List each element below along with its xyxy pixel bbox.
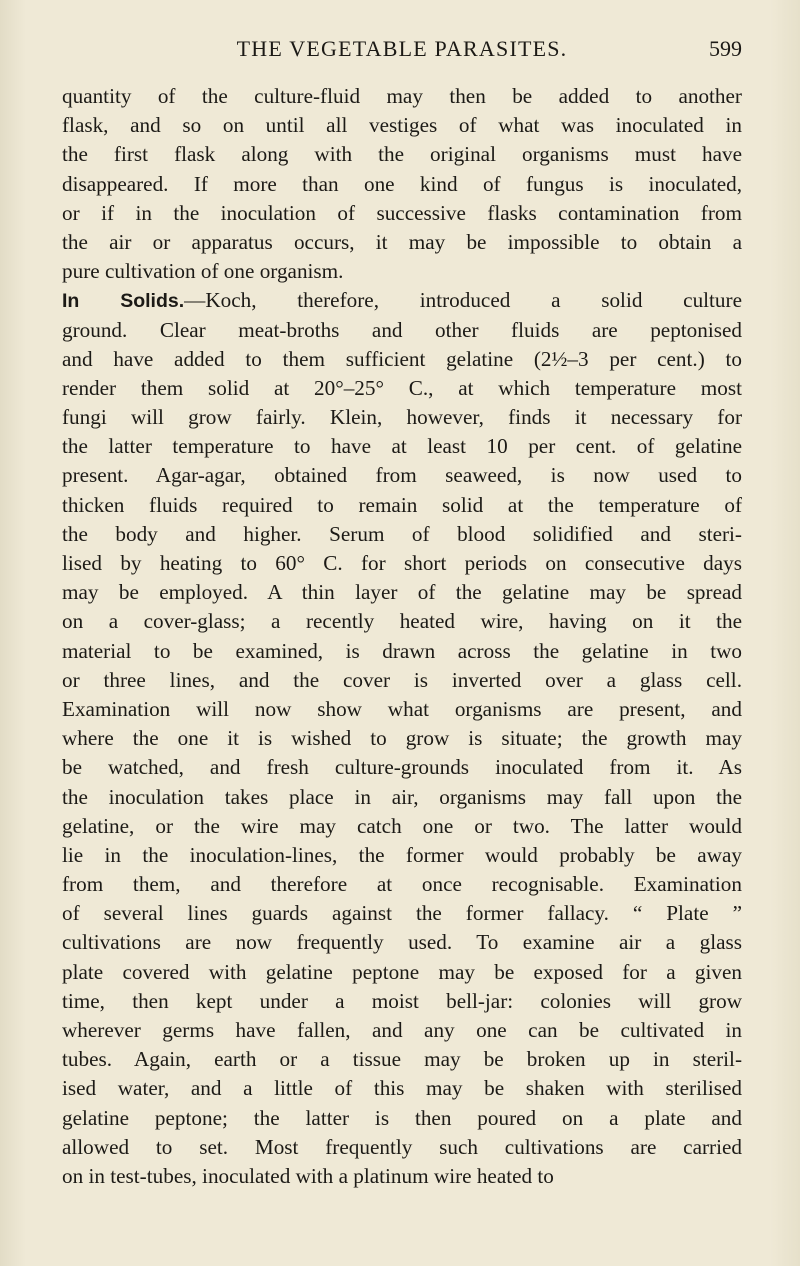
text-line: or three lines, and the cover is inverted over a glass cell. (62, 667, 742, 692)
text-line: thicken fluids required to remain solid at the temperature of (62, 492, 742, 517)
text-fragment: —Koch, therefore, introduced a solid culture (184, 288, 742, 313)
text-line: the latter temperature to have at least 10 per cent. of gelatine (62, 434, 742, 459)
text-line: gelatine peptone; the latter is then poured on a plate and (62, 1105, 742, 1130)
paragraph-first-line (62, 286, 742, 315)
text-line: on a cover-glass; a recently heated wire, having on it the (62, 609, 742, 634)
text-line: where the one it is wished to grow is situate; the growth may (62, 726, 742, 751)
body-text (62, 82, 742, 1191)
text-line: Examination will now show what organisms are present, and (62, 696, 742, 721)
page-header (62, 36, 742, 66)
text-line: be watched, and fresh culture-grounds inoculated from it. As (62, 755, 742, 780)
text-line: ground. Clear meat-broths and other fluids are peptonised (62, 317, 742, 342)
text-line: fungi will grow fairly. Klein, however, finds it necessary for (62, 405, 742, 430)
text-line: ised water, and a little of this may be shaken with sterilised (62, 1076, 742, 1101)
page-number: 599 (709, 36, 742, 61)
text-line: or if in the inoculation of successive flasks contamination from (62, 200, 742, 225)
text-line: cultivations are now frequently used. To examine air a glass (62, 930, 742, 955)
text-line: the first flask along with the original organisms must have (62, 142, 742, 167)
text-line: on in test-tubes, inoculated with a platinum wire heated to (62, 1163, 554, 1188)
text-line: quantity of the culture-fluid may then be added to another (62, 84, 742, 108)
text-line: and have added to them sufficient gelatine (2½–3 per cent.) to (62, 346, 742, 371)
text-line: tubes. Again, earth or a tissue may be broken up in steril- (62, 1047, 742, 1072)
section-run-in-heading: In Solids. (62, 290, 185, 313)
text-line: the inoculation takes place in air, organisms may fall upon the (62, 784, 742, 809)
text-line: disappeared. If more than one kind of fungus is inoculated, (62, 171, 742, 196)
text-line: the body and higher. Serum of blood solidified and steri- (62, 521, 742, 546)
text-line: lie in the inoculation-lines, the former would probably be away (62, 842, 742, 867)
text-line: time, then kept under a moist bell-jar: colonies will grow (62, 988, 742, 1013)
text-line: material to be examined, is drawn across the gelatine in two (62, 638, 742, 663)
text-line: present. Agar-agar, obtained from seaweed, is now used to (62, 463, 742, 488)
text-line: the air or apparatus occurs, it may be impossible to obtain a (62, 229, 742, 254)
running-head: THE VEGETABLE PARASITES. (236, 36, 568, 61)
text-line: gelatine, or the wire may catch one or two. The latter would (62, 813, 742, 838)
text-line: from them, and therefore at once recognisable. Examination (62, 872, 742, 897)
text-line: flask, and so on until all vestiges of what was inoculated in (62, 113, 742, 138)
text-line: wherever germs have fallen, and any one can be cultivated in (62, 1018, 742, 1042)
text-line: lised by heating to 60° C. for short periods on consecutive days (62, 551, 742, 575)
text-line: of several lines guards against the former fallacy. “ Plate ” (62, 901, 742, 926)
text-line: plate covered with gelatine peptone may be exposed for a given (62, 959, 742, 984)
text-line: render them solid at 20°–25° C., at which temperature most (62, 375, 742, 400)
text-line: pure cultivation of one organism. (62, 259, 344, 284)
text-line: may be employed. A thin layer of the gelatine may be spread (62, 580, 742, 605)
text-line: allowed to set. Most frequently such cultivations are carried (62, 1134, 742, 1159)
